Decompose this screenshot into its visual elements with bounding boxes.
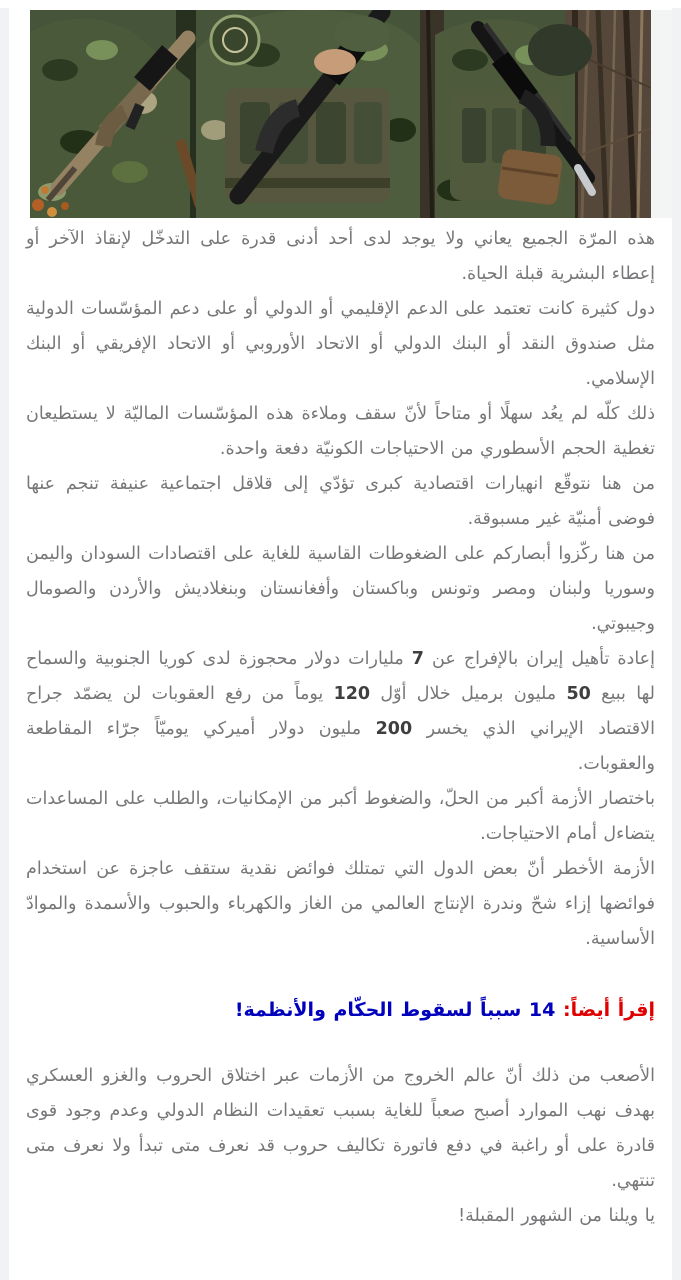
- sleeve: [334, 16, 390, 52]
- article-body: [26, 222, 655, 1234]
- read-also-link[interactable]: 14 سبباً لسقوط الحكّام والأنظمة!: [234, 999, 556, 1021]
- page-left-gutter: [0, 8, 9, 1280]
- article-paragraph: [26, 292, 655, 397]
- figure-number: 120: [333, 684, 371, 704]
- paragraph-text: هذه المرّة الجميع يعاني ولا يوجد لدى أحد أدنى قدرة على التدخّل لإنقاذ الآخر أو إعطاء البشرية قبلة الحياة.: [26, 229, 655, 284]
- article-paragraph: [26, 222, 655, 292]
- dark-sleeve: [528, 24, 592, 76]
- right-soldier: [435, 19, 592, 218]
- paragraph-text: مليون برميل خلال أوّل: [370, 684, 567, 704]
- article-paragraph: [26, 782, 655, 852]
- paragraph-text: باختصار الأزمة أكبر من الحلّ، والضغوط أكبر من الإمكانيات، والطلب على المساعدات يتضاءل أمام الاحتياجات.: [26, 789, 655, 844]
- paragraph-text: ذلك كلّه لم يعُد سهلًا أو متاحاً لأنّ سقف وملاءة هذه المؤسّسات الماليّة لا يستطيعان تغطية الحجم الأسطوري من الاحتياجات الكونيّة دفعة واحدة.: [26, 404, 655, 459]
- paragraph-text: مليارات دولار محجوزة لدى كوريا الجنوبية والسماح لها ببيع: [26, 649, 655, 704]
- paragraph-text: دول كثيرة كانت تعتمد على الدعم الإقليمي أو الدولي أو على دعم المؤسّسات الدولية مثل صندوق النقد أو البنك الدولي أو الاتحاد الأوروبي أو الاتحاد الإفريقي أو البنك الإسلامي.: [26, 299, 655, 389]
- article-paragraph: [26, 642, 655, 782]
- paragraph-text: الأزمة الأخطر أنّ بعض الدول التي تمتلك فوائض نقدية ستقف عاجزة عن استخدام فوائضها إزاء شحّ وندرة الإنتاج العالمي من الغاز والكهرباء والحبوب والأسمدة والموادّ الأساسية.: [26, 859, 655, 949]
- article-paragraph: [26, 852, 655, 957]
- read-also-label: إقرأ أيضاً:: [555, 999, 655, 1021]
- article-paragraph: [26, 1199, 655, 1234]
- read-also-line: [26, 995, 655, 1025]
- article-paragraph: [26, 467, 655, 537]
- figure-number: 7: [411, 649, 424, 669]
- figure-number: 200: [375, 719, 413, 739]
- article-image: [30, 10, 651, 218]
- shoulder-patch: [211, 16, 259, 64]
- article-paragraph: [26, 537, 655, 642]
- paragraph-text: يوماً من رفع العقوبات لن يضمّد جراح الاقتصاد الإيراني الذي يخسر: [26, 684, 655, 739]
- paragraph-text: من هنا ركّزوا أبصاركم على الضغوطات القاسية للغاية على اقتصادات السودان واليمن وسوريا ولبنان ومصر وتونس وباكستان وأفغانستان وبنغلاديش والأردن والصومال وجيبوتي.: [26, 544, 655, 634]
- figure-number: 50: [566, 684, 591, 704]
- soldiers-photo: [30, 10, 651, 218]
- paragraph-text: إعادة تأهيل إيران بالإفراج عن: [423, 649, 655, 669]
- article-paragraph: [26, 1059, 655, 1199]
- paragraph-text: مليون دولار أميركي يوميّاً جرّاء المقاطعة والعقوبات.: [26, 719, 655, 774]
- paragraph-text: من هنا نتوقّع انهيارات اقتصادية كبرى تؤدّي إلى قلاقل اجتماعية عنيفة تنجم عنها فوضى أمنيّة غير مسبوقة.: [26, 474, 655, 529]
- brown-pouch: [497, 148, 563, 206]
- hand: [314, 49, 356, 75]
- photo-side-gutter: [650, 10, 672, 218]
- article-paragraph: [26, 397, 655, 467]
- paragraph-text: الأصعب من ذلك أنّ عالم الخروج من الأزمات عبر اختلاق الحروب والغزو العسكري بهدف نهب الموارد أصبح صعباً للغاية بسبب تعقيدات النظام الدولي وعدم وجود قوى قادرة على أو راغبة في دفع فاتورة تكاليف حروب قد نعرف متى تبدأ ولا نعرف متى تنتهي.: [26, 1066, 655, 1191]
- paragraph-text: يا ويلنا من الشهور المقبلة!: [458, 1206, 655, 1226]
- page-right-gutter: [672, 8, 681, 1280]
